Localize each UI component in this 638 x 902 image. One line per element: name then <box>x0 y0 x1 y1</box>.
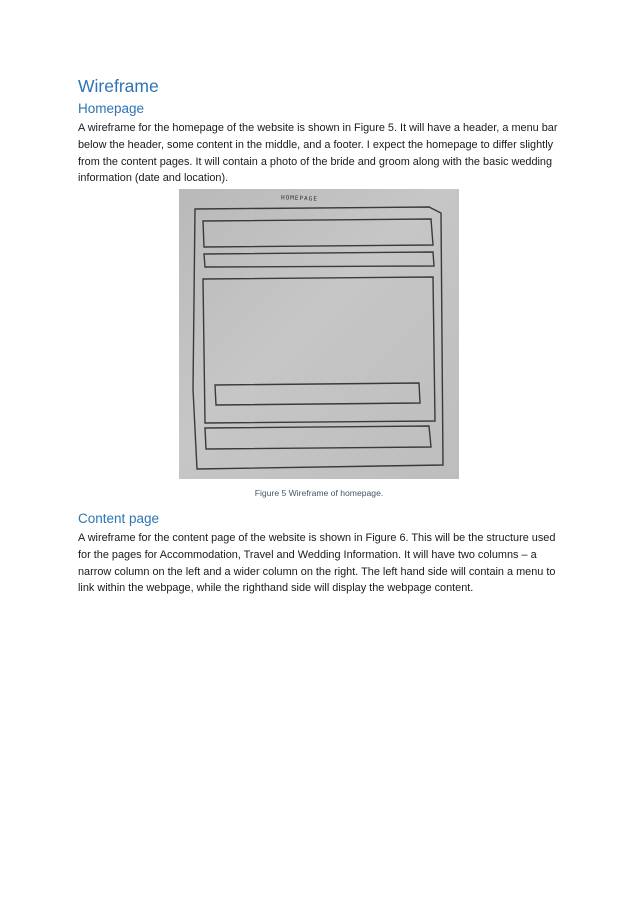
page-title: Wireframe <box>78 76 159 96</box>
handwritten-label: HOMEPAGE <box>280 194 319 203</box>
figure-caption: Figure 5 Wireframe of homepage. <box>254 488 384 498</box>
homepage-heading: Homepage <box>78 101 145 116</box>
homepage-paragraph: A wireframe for the homepage of the website is shown in Figure 5. It will have a header, a menu bar below the header, some content in the middle, and a footer. I expect the homepage to differ slightly from the content pages. It will contain a photo of the bride and groom along with the basic wedding information (date and location). <box>78 122 558 185</box>
content-page-paragraph: A wireframe for the content page of the website is shown in Figure 6. This will be the structure used for the pages for Accommodation, Travel and Wedding Information. It will have two columns – a narrow column on the left and a wider column on the right. The left hand side will contain a menu to link within the webpage, while the righthand side will display the webpage content. <box>78 532 556 595</box>
homepage-wireframe-photo <box>179 189 459 479</box>
wireframe-sketch <box>179 189 459 479</box>
content-page-heading: Content page <box>78 511 160 526</box>
